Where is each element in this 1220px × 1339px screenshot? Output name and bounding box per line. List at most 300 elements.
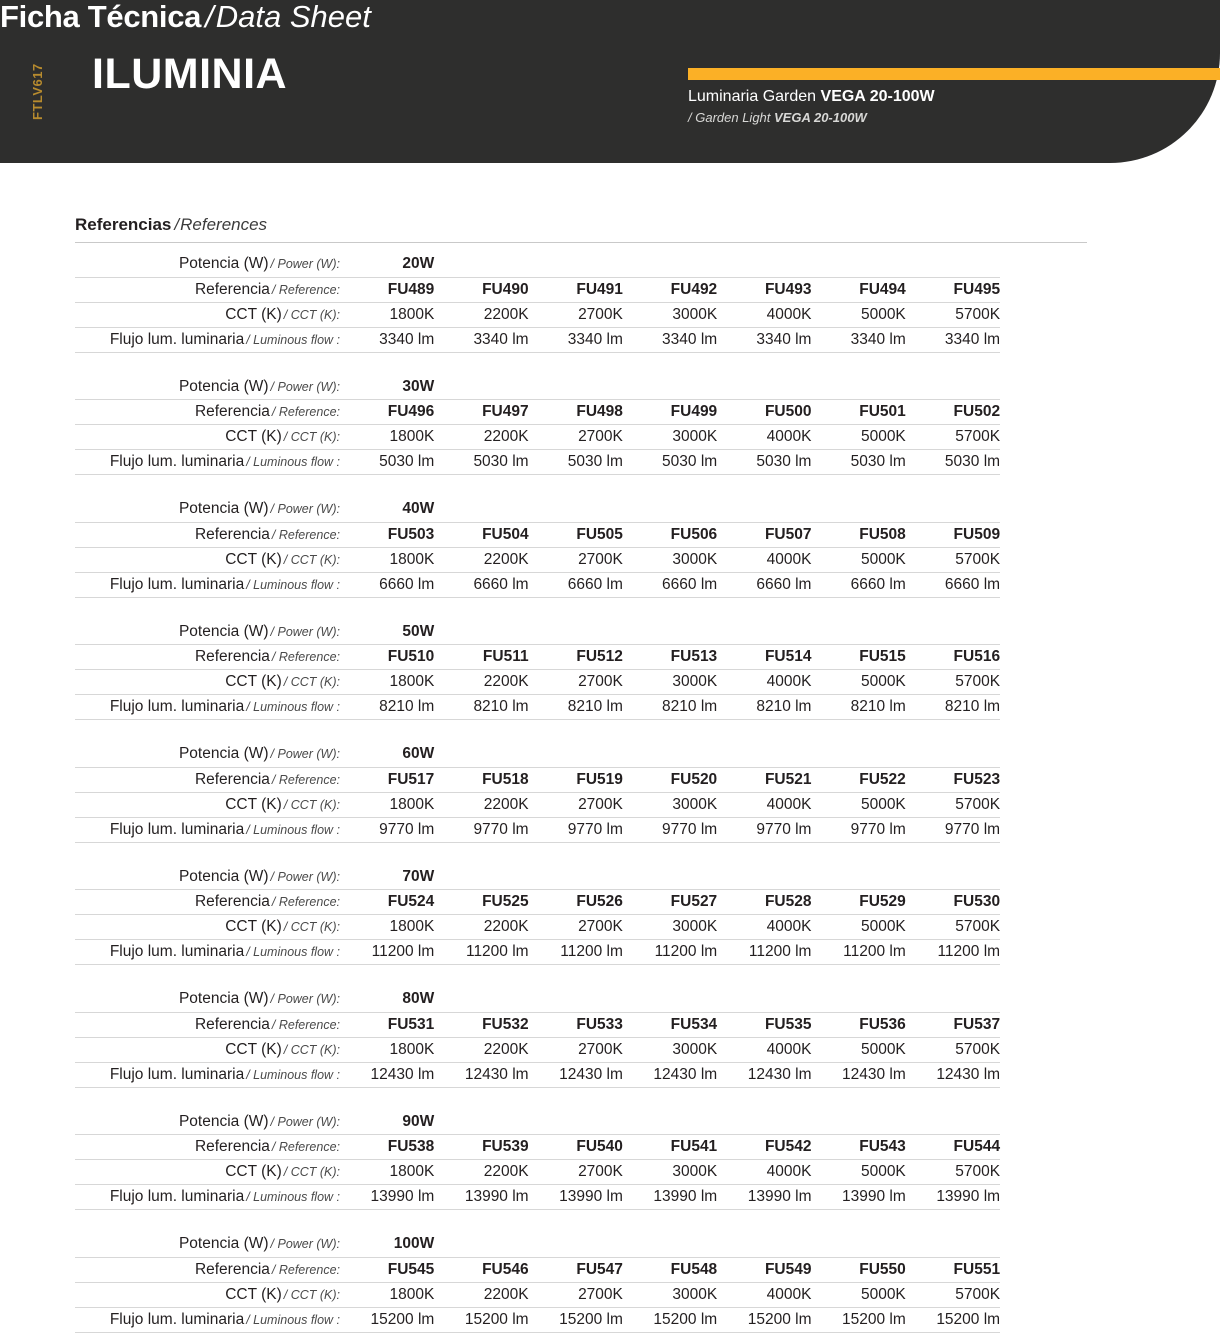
reference-value: FU533 (529, 1012, 623, 1037)
row-label-es: Referencia (194, 1260, 270, 1278)
header-accent-bar (688, 68, 1220, 80)
table-row-cct (75, 547, 1000, 572)
reference-block (75, 252, 1000, 353)
reference-value: FU518 (434, 767, 528, 792)
row-label (75, 1185, 340, 1210)
reference-value: FU513 (623, 645, 717, 670)
luminous-flow-value: 9770 lm (340, 817, 434, 842)
reference-value: FU534 (623, 1012, 717, 1037)
cct-value: 1800K (340, 1160, 434, 1185)
table-row-luminous-flow (75, 817, 1000, 842)
product-name-en (688, 110, 867, 125)
table-row-luminous-flow (75, 1185, 1000, 1210)
row-label (75, 1232, 340, 1257)
cct-value: 1800K (340, 792, 434, 817)
product-name-en-prefix: / Garden Light (688, 110, 774, 125)
row-label-en: / CCT (K): (283, 1287, 340, 1302)
luminous-flow-value: 15200 lm (434, 1307, 528, 1332)
power-empty-cell (434, 865, 528, 890)
row-label-en: / CCT (K): (283, 307, 340, 322)
luminous-flow-value: 3340 lm (717, 327, 811, 352)
row-label-es: Referencia (194, 525, 270, 543)
luminous-flow-value: 11200 lm (434, 940, 528, 965)
power-empty-cell (906, 742, 1000, 767)
power-empty-cell (906, 987, 1000, 1012)
reference-value: FU536 (811, 1012, 905, 1037)
luminous-flow-value: 15200 lm (340, 1307, 434, 1332)
cct-value: 2200K (434, 1160, 528, 1185)
power-empty-cell (811, 865, 905, 890)
luminous-flow-value: 15200 lm (906, 1307, 1000, 1332)
power-empty-cell (811, 1232, 905, 1257)
luminous-flow-value: 5030 lm (906, 450, 1000, 475)
power-value: 30W (340, 375, 434, 400)
power-empty-cell (623, 375, 717, 400)
row-label-es: Referencia (194, 403, 270, 420)
reference-value: FU551 (906, 1257, 1000, 1282)
power-empty-cell (717, 252, 811, 277)
power-empty-cell (906, 497, 1000, 522)
row-label (75, 987, 340, 1012)
row-label (75, 252, 340, 277)
row-label-es: Flujo lum. luminaria (109, 575, 245, 593)
row-label (75, 302, 340, 327)
power-value: 100W (340, 1232, 434, 1257)
row-label-en: / Reference: (271, 1140, 340, 1154)
row-label-en: / Reference: (271, 405, 340, 419)
cct-value: 5700K (906, 1282, 1000, 1307)
cct-value: 5700K (906, 1160, 1000, 1185)
power-empty-cell (529, 252, 623, 277)
luminous-flow-value: 6660 lm (717, 572, 811, 597)
row-label-en: / Power (W): (270, 502, 340, 517)
row-label (75, 670, 340, 695)
power-empty-cell (623, 252, 717, 277)
cct-value: 2700K (529, 302, 623, 327)
cct-value: 5700K (906, 792, 1000, 817)
row-label-en: / CCT (K): (283, 797, 340, 812)
table-row-luminous-flow (75, 1307, 1000, 1332)
row-label-es: Potencia (W) (178, 377, 269, 395)
cct-value: 2700K (529, 670, 623, 695)
luminous-flow-value: 6660 lm (623, 572, 717, 597)
cct-value: 5000K (811, 1160, 905, 1185)
cct-value: 4000K (717, 302, 811, 327)
cct-value: 4000K (717, 547, 811, 572)
luminous-flow-value: 6660 lm (906, 572, 1000, 597)
table-row-cct (75, 425, 1000, 450)
row-label-en: / CCT (K): (283, 1042, 340, 1057)
reference-value: FU514 (717, 645, 811, 670)
row-label-es: Referencia (194, 1015, 270, 1033)
reference-block (75, 1110, 1000, 1211)
reference-value: FU517 (340, 767, 434, 792)
luminous-flow-value: 8210 lm (717, 695, 811, 720)
row-label-en: / CCT (K): (283, 430, 340, 444)
table-row-reference (75, 400, 1000, 425)
reference-value: FU489 (340, 277, 434, 302)
reference-value: FU532 (434, 1012, 528, 1037)
cct-value: 4000K (717, 425, 811, 450)
luminous-flow-value: 8210 lm (340, 695, 434, 720)
row-label (75, 1257, 340, 1282)
luminous-flow-value: 13990 lm (529, 1185, 623, 1210)
cct-value: 4000K (717, 1160, 811, 1185)
reference-value: FU523 (906, 767, 1000, 792)
reference-block (75, 497, 1000, 598)
row-label (75, 450, 340, 475)
table-row-reference (75, 1135, 1000, 1160)
reference-value: FU535 (717, 1012, 811, 1037)
luminous-flow-value: 12430 lm (717, 1062, 811, 1087)
section-divider (75, 242, 1087, 243)
luminous-flow-value: 3340 lm (811, 327, 905, 352)
cct-value: 4000K (717, 1282, 811, 1307)
reference-value: FU499 (623, 400, 717, 425)
reference-value: FU506 (623, 522, 717, 547)
reference-value: FU508 (811, 522, 905, 547)
row-label-en: / Luminous flow : (246, 1190, 340, 1204)
power-empty-cell (906, 1110, 1000, 1135)
reference-value: FU509 (906, 522, 1000, 547)
reference-value: FU542 (717, 1135, 811, 1160)
reference-value: FU537 (906, 1012, 1000, 1037)
power-empty-cell (717, 1232, 811, 1257)
row-label-es: Potencia (W) (178, 867, 269, 885)
cct-value: 3000K (623, 425, 717, 450)
cct-value: 2200K (434, 302, 528, 327)
cct-value: 2200K (434, 670, 528, 695)
row-label (75, 620, 340, 645)
power-empty-cell (717, 375, 811, 400)
row-label-en: / Power (W): (270, 747, 340, 762)
luminous-flow-value: 13990 lm (434, 1185, 528, 1210)
reference-value: FU539 (434, 1135, 528, 1160)
reference-value: FU546 (434, 1257, 528, 1282)
luminous-flow-value: 11200 lm (811, 940, 905, 965)
power-empty-cell (529, 987, 623, 1012)
luminous-flow-value: 12430 lm (340, 1062, 434, 1087)
row-label-es: Flujo lum. luminaria (109, 698, 245, 715)
reference-value: FU538 (340, 1135, 434, 1160)
row-label (75, 425, 340, 450)
row-label-en: / Power (W): (270, 379, 340, 394)
cct-value: 1800K (340, 1037, 434, 1062)
power-empty-cell (811, 620, 905, 645)
table-row-reference (75, 1257, 1000, 1282)
row-label-en: / Reference: (271, 282, 340, 297)
table-row-power (75, 1232, 1000, 1257)
reference-block (75, 1232, 1000, 1333)
row-label (75, 742, 340, 767)
table-row-reference (75, 645, 1000, 670)
cct-value: 5700K (906, 670, 1000, 695)
luminous-flow-value: 5030 lm (340, 450, 434, 475)
row-label-es: Potencia (W) (178, 745, 269, 763)
power-value: 50W (340, 620, 434, 645)
power-empty-cell (434, 1232, 528, 1257)
luminous-flow-value: 8210 lm (434, 695, 528, 720)
cct-value: 2700K (529, 792, 623, 817)
row-label-es: Referencia (194, 1138, 270, 1155)
row-label-es: Flujo lum. luminaria (109, 943, 245, 960)
luminous-flow-value: 3340 lm (529, 327, 623, 352)
luminous-flow-value: 8210 lm (529, 695, 623, 720)
row-label-es: Flujo lum. luminaria (109, 1188, 245, 1205)
cct-value: 3000K (623, 792, 717, 817)
luminous-flow-value: 11200 lm (717, 940, 811, 965)
power-empty-cell (717, 620, 811, 645)
luminous-flow-value: 15200 lm (529, 1307, 623, 1332)
table-row-cct (75, 302, 1000, 327)
luminous-flow-value: 3340 lm (623, 327, 717, 352)
table-row-power (75, 375, 1000, 400)
luminous-flow-value: 5030 lm (529, 450, 623, 475)
luminous-flow-value: 11200 lm (529, 940, 623, 965)
luminous-flow-value: 8210 lm (906, 695, 1000, 720)
document-title-separator: / (205, 0, 214, 34)
reference-value: FU548 (623, 1257, 717, 1282)
table-row-power (75, 497, 1000, 522)
luminous-flow-value: 6660 lm (434, 572, 528, 597)
row-label (75, 645, 340, 670)
table-row-luminous-flow (75, 1062, 1000, 1087)
luminous-flow-value: 12430 lm (529, 1062, 623, 1087)
power-empty-cell (623, 987, 717, 1012)
table-row-cct (75, 670, 1000, 695)
reference-block (75, 865, 1000, 966)
row-label-es: CCT (K) (225, 305, 282, 323)
row-label-en: / Luminous flow : (246, 455, 340, 469)
luminous-flow-value: 9770 lm (717, 817, 811, 842)
table-row-power (75, 252, 1000, 277)
power-empty-cell (717, 742, 811, 767)
row-label-en: / Luminous flow : (246, 332, 340, 347)
power-empty-cell (529, 865, 623, 890)
luminous-flow-value: 6660 lm (811, 572, 905, 597)
cct-value: 3000K (623, 302, 717, 327)
reference-value: FU522 (811, 767, 905, 792)
power-empty-cell (623, 1110, 717, 1135)
power-empty-cell (906, 375, 1000, 400)
table-row-luminous-flow (75, 695, 1000, 720)
power-empty-cell (717, 497, 811, 522)
row-label (75, 375, 340, 400)
row-label-en: / Power (W): (270, 869, 340, 884)
row-label (75, 792, 340, 817)
document-title (0, 0, 1220, 34)
reference-value: FU492 (623, 277, 717, 302)
row-label (75, 522, 340, 547)
row-label (75, 1160, 340, 1185)
page-header (0, 0, 1220, 163)
row-label (75, 1037, 340, 1062)
row-label-es: Potencia (W) (178, 255, 269, 273)
cct-value: 2700K (529, 547, 623, 572)
section-title (75, 215, 1087, 235)
row-label-en: / Reference: (271, 650, 340, 664)
reference-value: FU526 (529, 890, 623, 915)
reference-value: FU529 (811, 890, 905, 915)
luminous-flow-value: 5030 lm (717, 450, 811, 475)
row-label-en: / CCT (K): (283, 552, 340, 567)
row-label-es: Flujo lum. luminaria (109, 1310, 245, 1328)
row-label-es: Potencia (W) (178, 990, 269, 1008)
row-label-en: / Reference: (271, 1262, 340, 1277)
luminous-flow-value: 11200 lm (623, 940, 717, 965)
table-row-cct (75, 1282, 1000, 1307)
reference-value: FU500 (717, 400, 811, 425)
reference-value: FU543 (811, 1135, 905, 1160)
power-empty-cell (434, 620, 528, 645)
luminous-flow-value: 15200 lm (811, 1307, 905, 1332)
power-empty-cell (811, 1110, 905, 1135)
row-label-es: Potencia (W) (178, 1112, 269, 1130)
section-title-en: References (180, 215, 268, 234)
cct-value: 2700K (529, 1160, 623, 1185)
luminous-flow-value: 13990 lm (906, 1185, 1000, 1210)
cct-value: 2200K (434, 792, 528, 817)
table-row-luminous-flow (75, 450, 1000, 475)
row-label-en: / Reference: (271, 895, 340, 909)
reference-value: FU496 (340, 400, 434, 425)
table-row-luminous-flow (75, 940, 1000, 965)
row-label-es: CCT (K) (225, 1285, 282, 1303)
table-row-power (75, 620, 1000, 645)
luminous-flow-value: 13990 lm (811, 1185, 905, 1210)
luminous-flow-value: 11200 lm (906, 940, 1000, 965)
table-row-power (75, 742, 1000, 767)
power-empty-cell (529, 1232, 623, 1257)
table-row-cct (75, 792, 1000, 817)
cct-value: 5000K (811, 670, 905, 695)
reference-value: FU550 (811, 1257, 905, 1282)
power-empty-cell (623, 865, 717, 890)
luminous-flow-value: 5030 lm (623, 450, 717, 475)
reference-value: FU525 (434, 890, 528, 915)
reference-value: FU530 (906, 890, 1000, 915)
row-label (75, 327, 340, 352)
cct-value: 5700K (906, 915, 1000, 940)
luminous-flow-value: 9770 lm (811, 817, 905, 842)
cct-value: 1800K (340, 425, 434, 450)
row-label-en: / Luminous flow : (246, 1067, 340, 1082)
luminous-flow-value: 9770 lm (434, 817, 528, 842)
cct-value: 5000K (811, 1037, 905, 1062)
power-value: 70W (340, 865, 434, 890)
cct-value: 3000K (623, 1037, 717, 1062)
document-title-en: Data Sheet (215, 0, 371, 34)
luminous-flow-value: 3340 lm (340, 327, 434, 352)
power-empty-cell (434, 375, 528, 400)
luminous-flow-value: 3340 lm (906, 327, 1000, 352)
luminous-flow-value: 12430 lm (906, 1062, 1000, 1087)
cct-value: 4000K (717, 670, 811, 695)
power-value: 90W (340, 1110, 434, 1135)
row-label (75, 547, 340, 572)
power-empty-cell (717, 987, 811, 1012)
table-row-reference (75, 767, 1000, 792)
cct-value: 2200K (434, 1037, 528, 1062)
row-label-es: Potencia (W) (178, 1235, 269, 1253)
document-title-es: Ficha Técnica (0, 0, 202, 34)
luminous-flow-value: 8210 lm (623, 695, 717, 720)
power-empty-cell (434, 1110, 528, 1135)
row-label-en: / CCT (K): (283, 1165, 340, 1179)
power-empty-cell (811, 252, 905, 277)
reference-value: FU503 (340, 522, 434, 547)
power-empty-cell (906, 865, 1000, 890)
reference-value: FU544 (906, 1135, 1000, 1160)
table-row-power (75, 987, 1000, 1012)
cct-value: 3000K (623, 547, 717, 572)
cct-value: 3000K (623, 1160, 717, 1185)
row-label (75, 695, 340, 720)
reference-value: FU502 (906, 400, 1000, 425)
reference-value: FU504 (434, 522, 528, 547)
power-empty-cell (434, 252, 528, 277)
row-label-en: / Luminous flow : (246, 822, 340, 837)
reference-block (75, 987, 1000, 1088)
table-row-cct (75, 1037, 1000, 1062)
row-label-en: / Luminous flow : (246, 577, 340, 592)
cct-value: 5000K (811, 915, 905, 940)
row-label-en: / Luminous flow : (246, 700, 340, 714)
row-label (75, 865, 340, 890)
row-label (75, 1307, 340, 1332)
cct-value: 2700K (529, 1037, 623, 1062)
cct-value: 3000K (623, 670, 717, 695)
cct-value: 2700K (529, 915, 623, 940)
reference-value: FU507 (717, 522, 811, 547)
reference-value: FU541 (623, 1135, 717, 1160)
table-row-cct (75, 1160, 1000, 1185)
section-title-es: Referencias (75, 215, 172, 234)
power-empty-cell (434, 987, 528, 1012)
reference-value: FU490 (434, 277, 528, 302)
reference-value: FU520 (623, 767, 717, 792)
reference-block (75, 620, 1000, 721)
power-value: 20W (340, 252, 434, 277)
cct-value: 2700K (529, 1282, 623, 1307)
reference-value: FU494 (811, 277, 905, 302)
luminous-flow-value: 9770 lm (529, 817, 623, 842)
reference-value: FU491 (529, 277, 623, 302)
power-empty-cell (717, 1110, 811, 1135)
power-empty-cell (906, 620, 1000, 645)
cct-value: 1800K (340, 915, 434, 940)
power-empty-cell (623, 1232, 717, 1257)
row-label-en: / CCT (K): (283, 920, 340, 934)
row-label-es: CCT (K) (225, 428, 282, 445)
cct-value: 5000K (811, 302, 905, 327)
row-label (75, 277, 340, 302)
row-label-es: Referencia (194, 770, 270, 788)
luminous-flow-value: 15200 lm (623, 1307, 717, 1332)
luminous-flow-value: 9770 lm (906, 817, 1000, 842)
brand-logo: ILUMINIA (92, 50, 288, 98)
reference-value: FU527 (623, 890, 717, 915)
row-label-en: / Power (W): (270, 1237, 340, 1252)
cct-value: 2700K (529, 425, 623, 450)
references-tables (75, 252, 1000, 1333)
row-label (75, 767, 340, 792)
luminous-flow-value: 3340 lm (434, 327, 528, 352)
luminous-flow-value: 13990 lm (623, 1185, 717, 1210)
reference-value: FU516 (906, 645, 1000, 670)
power-empty-cell (906, 1232, 1000, 1257)
row-label-es: CCT (K) (225, 918, 282, 935)
